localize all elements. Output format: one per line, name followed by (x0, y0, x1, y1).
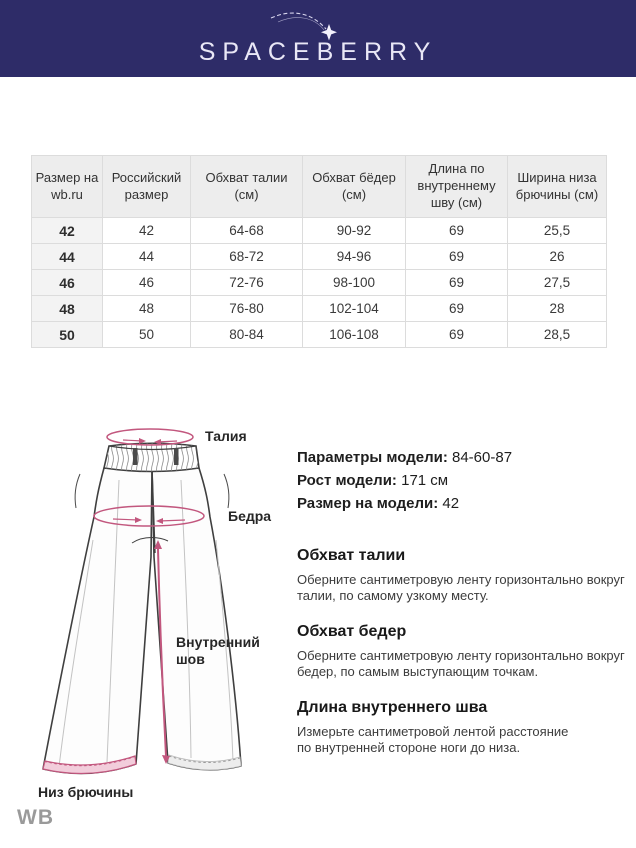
cell-hips: 106-108 (303, 322, 406, 348)
model-size-line (297, 492, 629, 515)
cell-wb-size: 42 (32, 218, 103, 244)
col-header-waist: Обхват талии (см) (191, 156, 303, 218)
model-params-label: Параметры модели: (297, 449, 448, 466)
size-table-header-row (32, 156, 607, 218)
cell-hem-width: 27,5 (508, 270, 607, 296)
cell-hem-width: 28 (508, 296, 607, 322)
model-size-label: Размер на модели: (297, 495, 439, 512)
cell-ru-size: 44 (103, 244, 191, 270)
section-text: Измерьте сантиметровой лентой расстояние (297, 724, 569, 739)
table-row (32, 296, 607, 322)
cell-hem-width: 26 (508, 244, 607, 270)
section-text: талии, по самому узкому месту. (297, 588, 489, 603)
section-text: по внутренней стороне ноги до низа. (297, 740, 521, 755)
cell-ru-size: 48 (103, 296, 191, 322)
cell-waist: 68-72 (191, 244, 303, 270)
brand-header-bar (0, 0, 636, 77)
cell-ru-size: 42 (103, 218, 191, 244)
model-height-label: Рост модели: (297, 472, 397, 489)
cell-waist: 76-80 (191, 296, 303, 322)
size-table (31, 155, 607, 348)
brand-logo: SPACEBERRY (198, 38, 438, 66)
inner-seam-label: Внутренний шов (176, 634, 260, 667)
wb-watermark: WB (17, 806, 54, 829)
cell-hips: 102-104 (303, 296, 406, 322)
model-params-line (297, 446, 629, 469)
pants-diagram (20, 420, 272, 810)
cell-wb-size: 48 (32, 296, 103, 322)
waist-label: Талия (205, 428, 247, 444)
model-height-line (297, 469, 629, 492)
cell-wb-size: 46 (32, 270, 103, 296)
cell-hem-width: 28,5 (508, 322, 607, 348)
cell-hips: 98-100 (303, 270, 406, 296)
cell-wb-size: 50 (32, 322, 103, 348)
col-header-hem-width: Ширина низа брючины (см) (508, 156, 607, 218)
table-row (32, 322, 607, 348)
cell-waist: 64-68 (191, 218, 303, 244)
waist-measure-section (297, 546, 629, 604)
hips-measure-section (297, 622, 629, 680)
cell-hem-width: 25,5 (508, 218, 607, 244)
hips-label: Бедра (228, 508, 272, 524)
section-title: Обхват бедер (297, 623, 407, 640)
cell-inseam: 69 (406, 244, 508, 270)
cell-ru-size: 50 (103, 322, 191, 348)
section-text: бедер, по самым выступающим точкам. (297, 664, 539, 679)
section-title: Обхват талии (297, 547, 406, 564)
section-text: Оберните сантиметровую ленту горизонтально вокруг (297, 648, 625, 663)
cell-ru-size: 46 (103, 270, 191, 296)
table-row (32, 218, 607, 244)
cell-inseam: 69 (406, 296, 508, 322)
cell-inseam: 69 (406, 218, 508, 244)
section-title: Длина внутреннего шва (297, 699, 488, 716)
table-row (32, 270, 607, 296)
section-text: Оберните сантиметровую ленту горизонтально вокруг (297, 572, 625, 587)
cell-wb-size: 44 (32, 244, 103, 270)
cell-inseam: 69 (406, 322, 508, 348)
col-header-hips: Обхват бёдер (см) (303, 156, 406, 218)
model-params-value: 84-60-87 (452, 449, 513, 466)
model-height-value: 171 см (401, 472, 449, 489)
measurement-info (297, 446, 629, 756)
cell-waist: 72-76 (191, 270, 303, 296)
cell-hips: 90-92 (303, 218, 406, 244)
hem-label: Низ брючины (38, 784, 134, 800)
col-header-ru-size: Российский размер (103, 156, 191, 218)
table-row (32, 244, 607, 270)
cell-inseam: 69 (406, 270, 508, 296)
inseam-measure-section (297, 698, 629, 756)
model-size-value: 42 (442, 495, 460, 512)
col-header-wb-size: Размер на wb.ru (32, 156, 103, 218)
cell-hips: 94-96 (303, 244, 406, 270)
cell-waist: 80-84 (191, 322, 303, 348)
col-header-inseam: Длина по внутреннему шву (см) (406, 156, 508, 218)
